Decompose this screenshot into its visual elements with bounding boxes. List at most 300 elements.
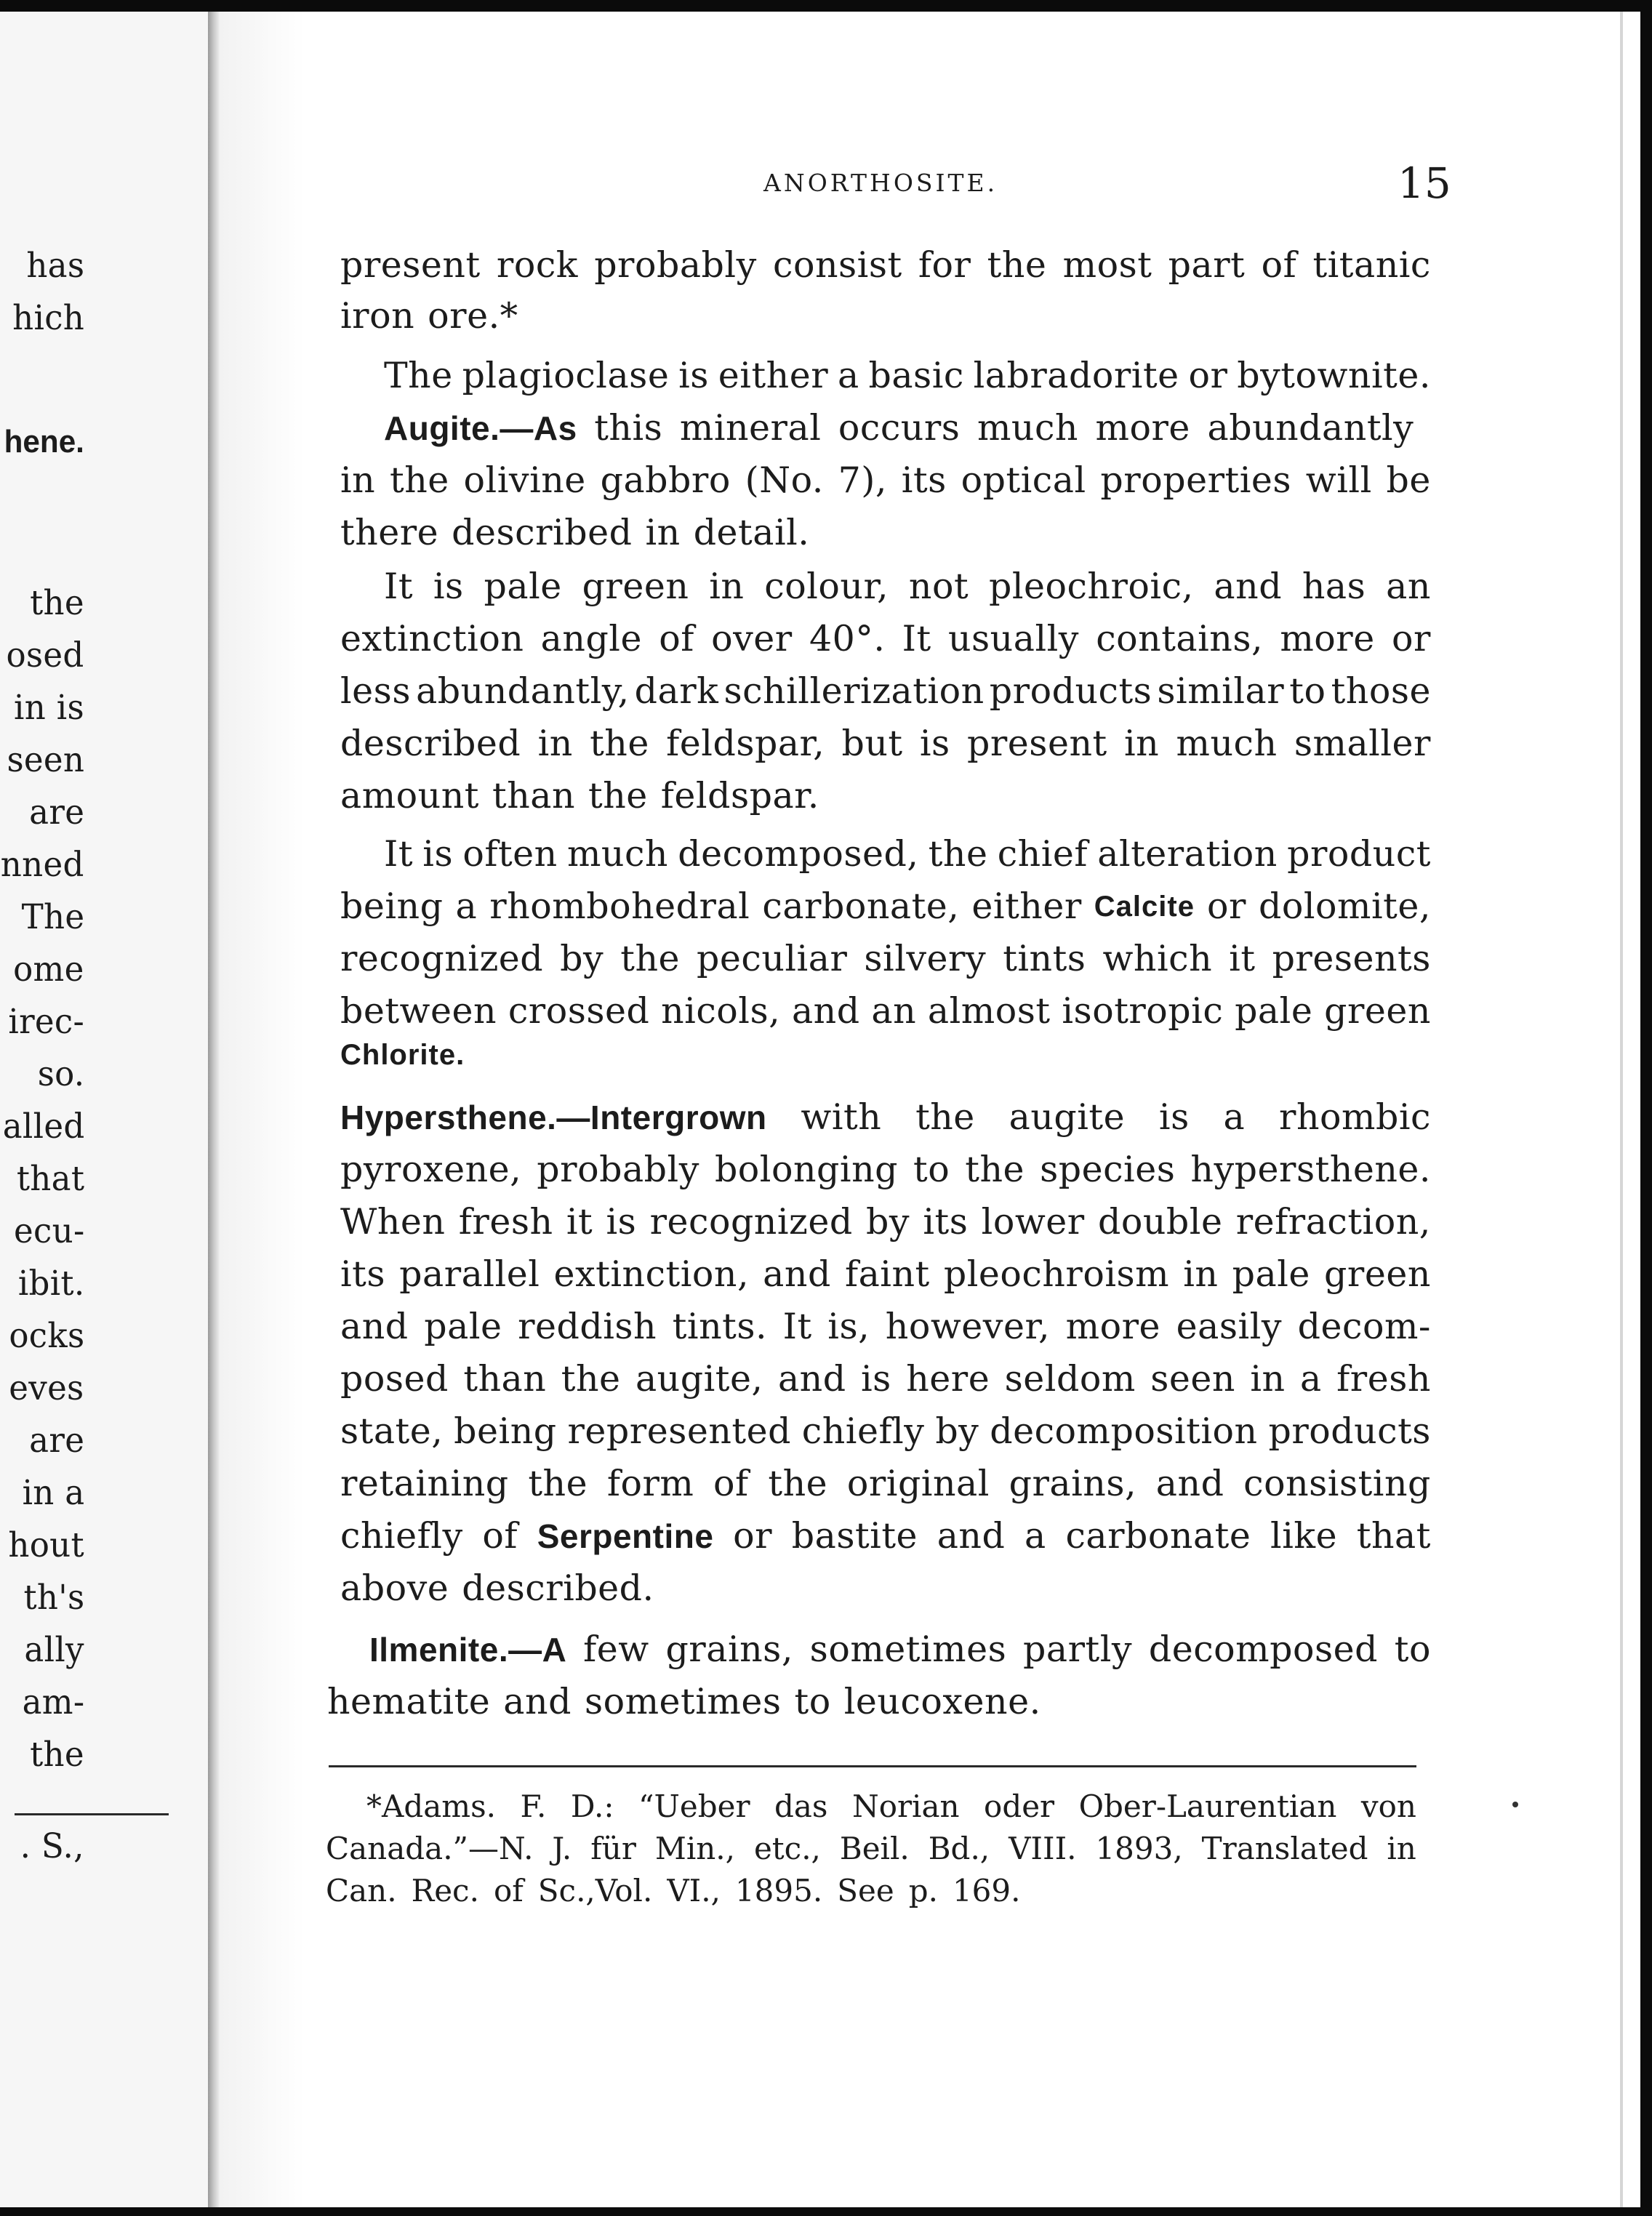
text-line	[340, 1200, 1431, 1245]
book-gutter	[208, 12, 220, 2207]
word: this	[594, 407, 663, 449]
word: dark	[634, 670, 719, 712]
word: of	[713, 1463, 749, 1504]
word: green	[1324, 990, 1431, 1032]
word: presents	[1272, 938, 1431, 979]
text-line	[340, 458, 1431, 503]
text-line	[340, 989, 1431, 1034]
word: a	[1223, 1096, 1246, 1138]
word: described	[452, 512, 633, 553]
word: a	[1025, 1515, 1046, 1557]
word: in	[1183, 1253, 1219, 1295]
word: a	[837, 355, 859, 396]
word: recognized	[649, 1201, 853, 1243]
word: das	[774, 1789, 828, 1824]
word: nicols,	[661, 990, 781, 1032]
text-line	[340, 1409, 1431, 1454]
word: seen	[1150, 1358, 1235, 1400]
word: has	[1302, 566, 1366, 607]
word: pale	[1235, 990, 1313, 1032]
word: tints.	[672, 1306, 768, 1347]
word: titanic	[1312, 244, 1431, 286]
word: either	[718, 355, 829, 396]
word: grains,	[665, 1629, 793, 1670]
word: to	[794, 1681, 831, 1722]
facing-page-fragment: so.	[37, 1054, 84, 1094]
word: almost	[927, 990, 1051, 1032]
word: optical	[961, 459, 1086, 501]
word: green	[1324, 1253, 1431, 1295]
word: by	[866, 1201, 910, 1243]
footnote-line	[326, 1871, 1416, 1911]
facing-page-fragment: hich	[12, 298, 84, 338]
word: the	[590, 723, 649, 764]
word: double	[1097, 1201, 1223, 1243]
word: sometimes	[584, 1681, 782, 1722]
facing-page-fragment: ibit.	[17, 1264, 84, 1304]
word: contains,	[1096, 618, 1264, 659]
facing-page-fragment: in a	[22, 1473, 84, 1513]
word: and	[763, 1253, 831, 1295]
word: crossed	[508, 990, 650, 1032]
word: like	[1270, 1515, 1338, 1557]
facing-page-fragment: am-	[22, 1682, 84, 1722]
word: the	[620, 938, 680, 979]
word: will	[1305, 459, 1372, 501]
word: its	[901, 459, 947, 501]
page-edge	[1620, 12, 1623, 2207]
word: refraction,	[1235, 1201, 1431, 1243]
text-line	[340, 1514, 1431, 1559]
word: less	[340, 670, 411, 712]
word: leucoxene.	[843, 1681, 1041, 1722]
word: the	[588, 775, 648, 816]
word: It	[384, 833, 414, 875]
facing-page-fragment: the	[30, 1735, 84, 1775]
word: extinction,	[553, 1253, 750, 1295]
word: dolomite,	[1259, 886, 1431, 927]
facing-page-fragment: in is	[14, 688, 84, 728]
facing-page-fragment: are	[28, 1421, 84, 1461]
word: or	[733, 1515, 773, 1557]
page-number: 15	[1398, 158, 1451, 208]
word: rhombic	[1279, 1096, 1431, 1138]
facing-page-fragment: has	[26, 246, 84, 286]
word: pyroxene,	[340, 1149, 522, 1190]
word: than	[463, 1358, 547, 1400]
text-line	[340, 936, 1431, 981]
facing-page-fragment: alled	[2, 1107, 84, 1147]
word: smaller	[1294, 723, 1431, 764]
word: more	[1280, 618, 1375, 659]
word: above	[340, 1567, 449, 1609]
facing-page-fragment: hene.	[4, 424, 84, 459]
word: J.	[552, 1831, 572, 1866]
footnote-line	[326, 1829, 1416, 1868]
word: product	[1287, 833, 1431, 875]
text-line	[340, 1357, 1431, 1402]
word: D.:	[570, 1789, 614, 1824]
word: p.	[908, 1873, 938, 1908]
word: probably	[594, 244, 757, 286]
word: is	[678, 355, 709, 396]
word: ore.*	[428, 295, 518, 337]
word: feldspar.	[660, 775, 819, 816]
section-ilmenite	[369, 1627, 1431, 1672]
word: probably	[537, 1149, 699, 1190]
facing-page-fragment: eves	[9, 1368, 84, 1408]
word: Canada.”—N.	[326, 1831, 534, 1866]
word: etc.,	[753, 1831, 821, 1866]
word: VIII.	[1009, 1831, 1077, 1866]
word: in	[1250, 1358, 1286, 1400]
facing-page-fragment: ocks	[8, 1316, 84, 1356]
word: the	[768, 1463, 828, 1504]
word: partly	[1023, 1629, 1133, 1670]
word: which	[1102, 938, 1213, 979]
running-title: ANORTHOSITE.	[763, 169, 998, 197]
word: It	[384, 566, 414, 607]
word: its	[340, 1253, 386, 1295]
word: F.	[520, 1789, 547, 1824]
word: Bd.,	[928, 1831, 990, 1866]
word: decomposed,	[678, 833, 919, 875]
word: It	[782, 1306, 812, 1347]
word: pleochroic,	[988, 566, 1194, 607]
word: carbonate	[1065, 1515, 1251, 1557]
word: over	[711, 618, 793, 659]
word: The	[384, 355, 453, 396]
word: When	[340, 1201, 446, 1243]
word: Min.,	[654, 1831, 736, 1866]
word: 1895.	[734, 1873, 823, 1908]
scan-border-top	[0, 0, 1652, 12]
word: and	[503, 1681, 572, 1722]
word: basic	[868, 355, 964, 396]
facing-page-footnote-rule	[15, 1813, 169, 1815]
word: angle	[540, 618, 642, 659]
word: is	[433, 566, 464, 607]
facing-page-fragment: that	[16, 1159, 84, 1199]
word: and	[791, 990, 860, 1032]
facing-page-fragment: osed	[6, 635, 84, 675]
facing-page-fragment: The	[21, 897, 84, 937]
word: of	[1261, 244, 1297, 286]
footnote-line	[366, 1787, 1416, 1826]
word: or	[1188, 355, 1228, 396]
facing-page-fragment: th's	[23, 1578, 84, 1618]
section-hypersthene	[340, 1095, 1431, 1140]
word: colour,	[764, 566, 889, 607]
word: in	[340, 459, 376, 501]
word: present	[967, 723, 1107, 764]
word: with	[801, 1096, 882, 1138]
word: tints	[1003, 938, 1086, 979]
word: and	[1155, 1463, 1224, 1504]
word: pleochroism	[943, 1253, 1170, 1295]
word: most	[1062, 244, 1152, 286]
word: more	[1065, 1306, 1161, 1347]
word: not	[908, 566, 969, 607]
word: described.	[462, 1567, 654, 1609]
word: posed	[340, 1358, 449, 1400]
text-line	[340, 1252, 1431, 1297]
word: Translated	[1201, 1831, 1368, 1866]
word: hypersthene.	[1190, 1149, 1431, 1190]
facing-page-fragment: irec-	[8, 1002, 84, 1042]
facing-page-fragment: ally	[24, 1630, 84, 1670]
word: rock	[496, 244, 578, 286]
word: part	[1168, 244, 1246, 286]
facing-page-fragment: . S.,	[20, 1826, 84, 1866]
text-line	[340, 617, 1431, 662]
text-line	[340, 1304, 1431, 1349]
section-heading-ilmenite: Ilmenite.—A	[369, 1631, 567, 1669]
word: the	[390, 459, 449, 501]
word: and	[777, 1358, 846, 1400]
word: the	[561, 1358, 621, 1400]
word: to	[1394, 1629, 1431, 1670]
word: in	[1124, 723, 1160, 764]
word: there	[340, 512, 439, 553]
word: plagioclase	[462, 355, 670, 396]
text-line	[340, 884, 1431, 929]
text-line	[340, 294, 1431, 339]
word: detail.	[693, 512, 810, 553]
word: state,	[340, 1410, 444, 1452]
word: usually	[947, 618, 1079, 659]
word: by	[935, 1410, 979, 1452]
word: an	[1386, 566, 1431, 607]
scan-border-right	[1640, 0, 1652, 2216]
word: a	[1300, 1358, 1322, 1400]
word: easily	[1176, 1306, 1283, 1347]
text-line	[327, 1679, 1418, 1725]
word: abundantly	[1207, 407, 1414, 449]
word: being	[454, 1410, 557, 1452]
word: faint	[844, 1253, 930, 1295]
text-line	[384, 564, 1431, 609]
word: 1893,	[1095, 1831, 1183, 1866]
word: form	[606, 1463, 694, 1504]
word: consist	[773, 244, 902, 286]
word: pale	[484, 566, 562, 607]
word: a	[455, 886, 478, 927]
word: much	[1176, 723, 1278, 764]
word: recognized	[340, 938, 544, 979]
facing-page-fragment: ecu-	[13, 1211, 84, 1251]
word: is	[919, 723, 950, 764]
word: carbonate,	[762, 886, 960, 927]
word: much	[566, 833, 668, 875]
word: it	[1229, 938, 1256, 979]
paragraph-plagioclase	[384, 353, 1431, 398]
word: *Adams.	[366, 1789, 496, 1824]
word: von	[1360, 1789, 1416, 1824]
facing-page-fragment: the	[30, 583, 84, 623]
word: by	[560, 938, 604, 979]
word: Can.	[326, 1873, 397, 1908]
word: VI.,	[667, 1873, 721, 1908]
word: isotropic	[1062, 990, 1224, 1032]
word: the	[528, 1463, 588, 1504]
word: those	[1331, 670, 1431, 712]
word: 40°.	[809, 618, 886, 659]
word: that	[1356, 1515, 1431, 1557]
word: gabbro	[600, 459, 731, 501]
word: to	[913, 1149, 950, 1190]
word: sometimes	[809, 1629, 1007, 1670]
word: the	[987, 244, 1047, 286]
word: than	[492, 775, 576, 816]
word: Beil.	[839, 1831, 910, 1866]
word: Sc.,Vol.	[537, 1873, 653, 1908]
word: be	[1386, 459, 1431, 501]
section-heading-hypersthene: Hypersthene.—Intergrown	[340, 1099, 767, 1136]
word: decomposed	[1148, 1629, 1379, 1670]
word: Norian	[851, 1789, 960, 1824]
facing-page-fragment: are	[28, 792, 84, 832]
scan-speck	[1512, 1802, 1518, 1807]
word: augite,	[635, 1358, 763, 1400]
word: chiefly	[340, 1515, 463, 1557]
word: 169.	[952, 1873, 1021, 1908]
word: the	[915, 1096, 975, 1138]
word: peculiar	[697, 938, 848, 979]
word: bytownite.	[1237, 355, 1431, 396]
word: labradorite	[973, 355, 1179, 396]
text-line	[340, 1035, 1431, 1075]
word: pale	[424, 1306, 502, 1347]
word: is	[606, 1201, 637, 1243]
word: See	[837, 1873, 894, 1908]
word: an	[871, 990, 917, 1032]
word: oder	[984, 1789, 1055, 1824]
text-line	[340, 1147, 1431, 1192]
word: its	[923, 1201, 969, 1243]
text-line	[340, 669, 1431, 714]
text-line	[340, 1461, 1431, 1506]
word: für	[590, 1831, 636, 1866]
word: bastite	[791, 1515, 918, 1557]
facing-page-fragment: ome	[13, 950, 84, 989]
word: “Ueber	[638, 1789, 750, 1824]
word: decomposition	[990, 1410, 1258, 1452]
word: green	[582, 566, 689, 607]
facing-page-fragment: nned	[1, 845, 84, 885]
word: and	[937, 1515, 1006, 1557]
word: schillerization	[723, 670, 985, 712]
word: occurs	[838, 407, 961, 449]
word: hematite	[327, 1681, 491, 1722]
word: original	[846, 1463, 990, 1504]
facing-page-fragment: seen	[7, 740, 84, 780]
word: the	[965, 1149, 1025, 1190]
word: rhombohedral	[489, 886, 750, 927]
word: more	[1095, 407, 1190, 449]
word: feldspar,	[666, 723, 825, 764]
word: much	[977, 407, 1078, 449]
word: decom-	[1297, 1306, 1431, 1347]
word: retaining	[340, 1463, 509, 1504]
word: in	[537, 723, 573, 764]
word: augite	[1009, 1096, 1126, 1138]
text-line	[340, 774, 1431, 819]
word: 7),	[838, 459, 887, 501]
word: present	[340, 244, 481, 286]
text-line	[384, 832, 1431, 877]
word: described	[340, 723, 521, 764]
word: species	[1040, 1149, 1176, 1190]
word: mineral	[679, 407, 822, 449]
mineral-serpentine: Serpentine	[537, 1517, 714, 1555]
text-line	[340, 510, 1431, 555]
scan-border-bottom	[0, 2207, 1652, 2216]
word: and	[340, 1306, 409, 1347]
word: is	[422, 833, 454, 875]
mineral-chlorite: Chlorite.	[340, 1039, 465, 1071]
word: represented	[567, 1410, 791, 1452]
word: in	[1387, 1831, 1416, 1866]
mineral-calcite: Calcite	[1094, 891, 1195, 923]
section-augite	[384, 406, 1431, 451]
word: extinction	[340, 618, 524, 659]
word: chiefly	[801, 1410, 925, 1452]
footnote-rule	[329, 1765, 1416, 1767]
word: grains,	[1009, 1463, 1137, 1504]
word: products	[1268, 1410, 1431, 1452]
word: bolonging	[714, 1149, 898, 1190]
word: it	[566, 1201, 593, 1243]
word: pale	[1232, 1253, 1310, 1295]
word: of	[482, 1515, 518, 1557]
text-line	[340, 721, 1431, 766]
word: to	[1289, 670, 1326, 712]
word: for	[918, 244, 971, 286]
text-line	[340, 243, 1431, 288]
word: alteration	[1097, 833, 1278, 875]
word: parallel	[399, 1253, 540, 1295]
word: fresh	[1336, 1358, 1431, 1400]
word: It	[902, 618, 931, 659]
word: seldom	[1004, 1358, 1136, 1400]
word: between	[340, 990, 497, 1032]
text-line	[340, 1566, 1431, 1611]
word: either	[971, 886, 1082, 927]
word: Ober-Laurentian	[1078, 1789, 1337, 1824]
word: silvery	[864, 938, 987, 979]
facing-page-fragment: hout	[8, 1525, 84, 1565]
word: properties	[1100, 459, 1292, 501]
word: and	[1214, 566, 1283, 607]
word: fresh	[458, 1201, 553, 1243]
word: consisting	[1243, 1463, 1431, 1504]
word: however,	[885, 1306, 1051, 1347]
word: similar	[1157, 670, 1285, 712]
word: Rec.	[411, 1873, 479, 1908]
word: reddish	[518, 1306, 657, 1347]
word: here	[906, 1358, 990, 1400]
word: of	[493, 1873, 524, 1908]
word: (No.	[745, 459, 824, 501]
word: products	[989, 670, 1152, 712]
word: chief	[997, 833, 1088, 875]
word: or	[1207, 886, 1246, 927]
word: is	[861, 1358, 891, 1400]
section-heading-augite: Augite.—As	[384, 409, 577, 447]
word: is	[1158, 1096, 1190, 1138]
word: few	[583, 1629, 649, 1670]
